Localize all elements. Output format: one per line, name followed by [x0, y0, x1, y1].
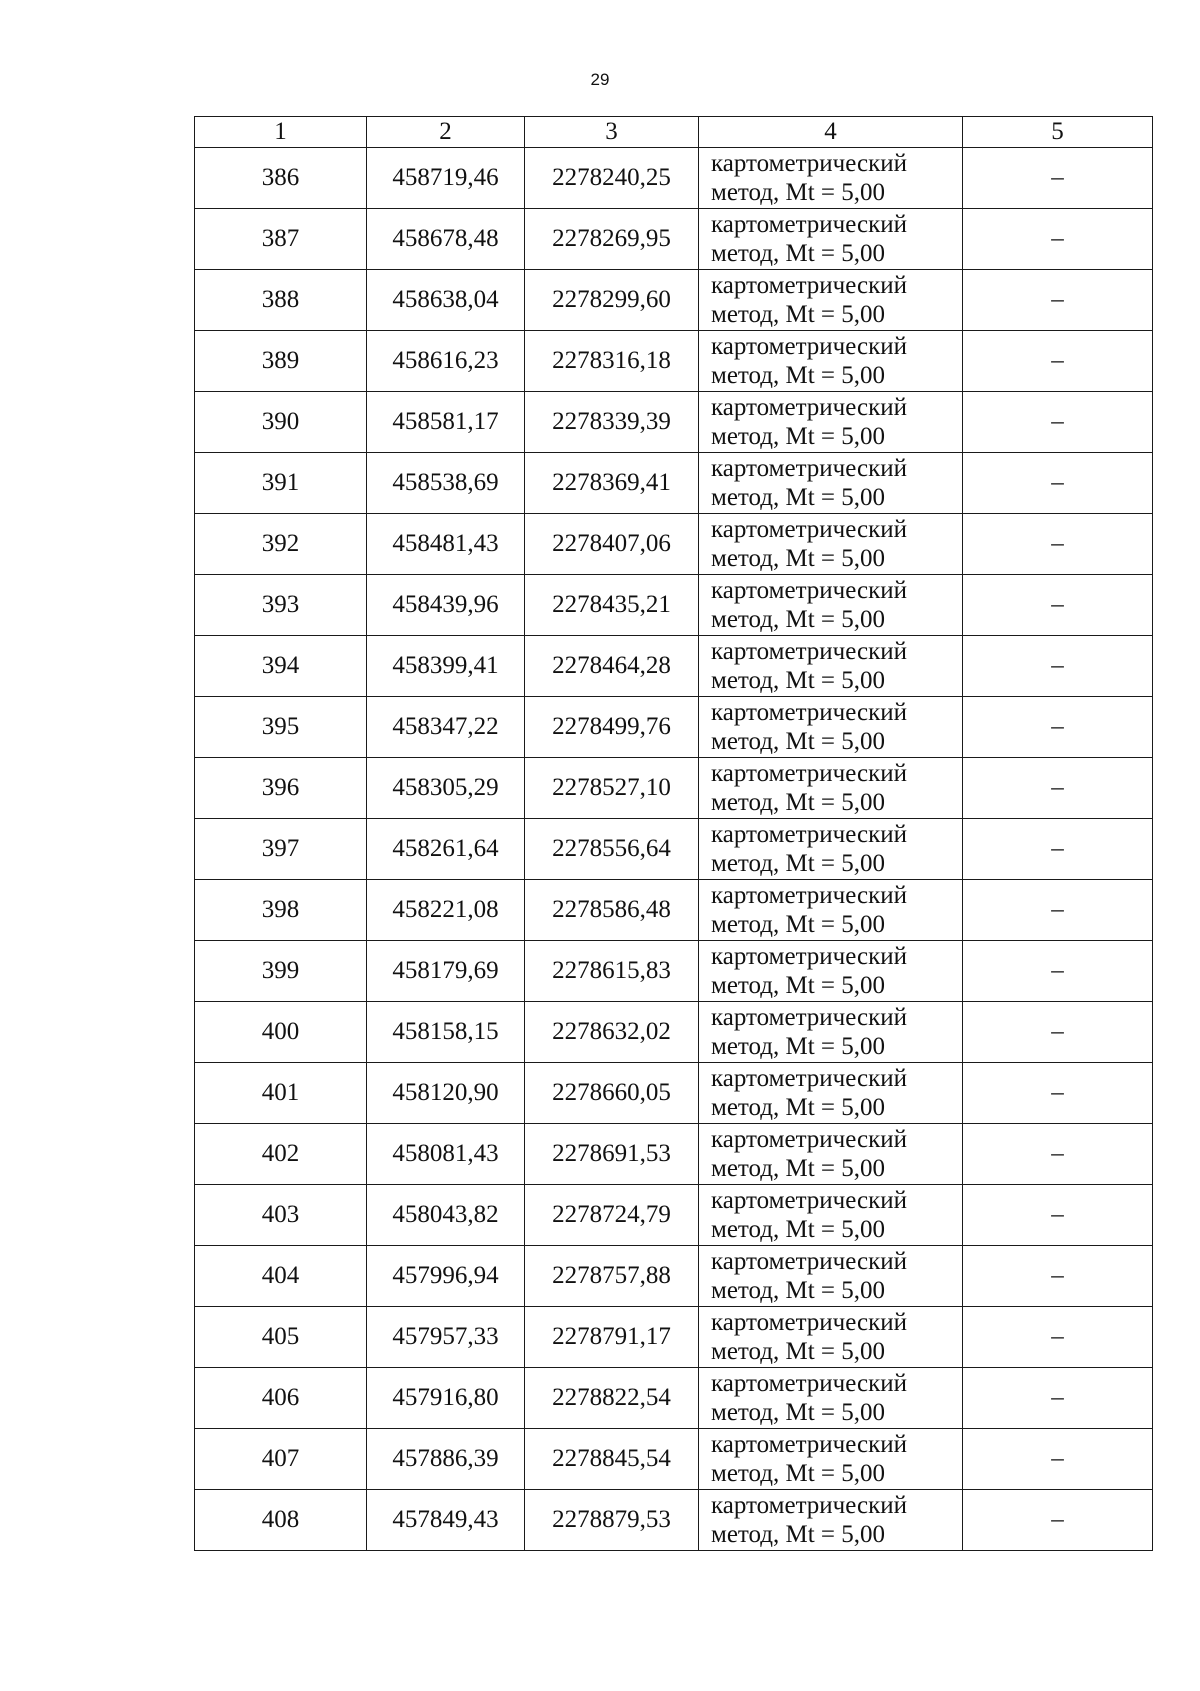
table-row — [195, 514, 1153, 575]
y-coordinate-cell: 2278527,10 — [525, 758, 699, 819]
note-cell: – — [963, 697, 1153, 758]
method-line-1: картометрический — [711, 1431, 907, 1458]
x-coordinate-cell: 457916,80 — [367, 1368, 525, 1429]
table-row — [195, 819, 1153, 880]
note-cell: – — [963, 453, 1153, 514]
method-line-2: метод, Mt = 5,00 — [711, 179, 886, 206]
method-line-2: метод, Mt = 5,00 — [711, 1033, 886, 1060]
y-coordinate-cell: 2278499,76 — [525, 697, 699, 758]
y-coordinate-cell: 2278586,48 — [525, 880, 699, 941]
x-coordinate-cell: 457886,39 — [367, 1429, 525, 1490]
table-row — [195, 1063, 1153, 1124]
x-coordinate-cell: 458081,43 — [367, 1124, 525, 1185]
table-row — [195, 1185, 1153, 1246]
point-number-cell: 392 — [195, 514, 367, 575]
x-coordinate-cell: 458481,43 — [367, 514, 525, 575]
table-row — [195, 331, 1153, 392]
method-line-2: метод, Mt = 5,00 — [711, 1460, 886, 1487]
y-coordinate-cell: 2278724,79 — [525, 1185, 699, 1246]
method-cell — [699, 1307, 963, 1368]
table-row — [195, 1002, 1153, 1063]
x-coordinate-cell: 458158,15 — [367, 1002, 525, 1063]
note-cell: – — [963, 1124, 1153, 1185]
table-row — [195, 880, 1153, 941]
method-line-2: метод, Mt = 5,00 — [711, 1277, 886, 1304]
method-cell — [699, 514, 963, 575]
point-number-cell: 400 — [195, 1002, 367, 1063]
method-line-2: метод, Mt = 5,00 — [711, 850, 886, 877]
method-cell — [699, 758, 963, 819]
x-coordinate-cell: 458305,29 — [367, 758, 525, 819]
table-row — [195, 453, 1153, 514]
y-coordinate-cell: 2278299,60 — [525, 270, 699, 331]
note-cell: – — [963, 514, 1153, 575]
method-line-1: картометрический — [711, 638, 907, 665]
table-row — [195, 270, 1153, 331]
table-row — [195, 1429, 1153, 1490]
method-line-1: картометрический — [711, 333, 907, 360]
method-line-1: картометрический — [711, 1126, 907, 1153]
note-cell: – — [963, 1490, 1153, 1551]
note-cell: – — [963, 148, 1153, 209]
note-cell: – — [963, 270, 1153, 331]
table-row — [195, 1490, 1153, 1551]
method-line-1: картометрический — [711, 1248, 907, 1275]
method-cell — [699, 1185, 963, 1246]
y-coordinate-cell: 2278407,06 — [525, 514, 699, 575]
table-row — [195, 1124, 1153, 1185]
x-coordinate-cell: 458719,46 — [367, 148, 525, 209]
table-row — [195, 392, 1153, 453]
point-number-cell: 405 — [195, 1307, 367, 1368]
point-number-cell: 399 — [195, 941, 367, 1002]
y-coordinate-cell: 2278435,21 — [525, 575, 699, 636]
note-cell: – — [963, 758, 1153, 819]
note-cell: – — [963, 819, 1153, 880]
x-coordinate-cell: 458347,22 — [367, 697, 525, 758]
method-cell — [699, 1124, 963, 1185]
point-number-cell: 403 — [195, 1185, 367, 1246]
note-cell: – — [963, 209, 1153, 270]
note-cell: – — [963, 1246, 1153, 1307]
method-line-1: картометрический — [711, 943, 907, 970]
note-cell: – — [963, 575, 1153, 636]
x-coordinate-cell: 457996,94 — [367, 1246, 525, 1307]
note-cell: – — [963, 1307, 1153, 1368]
method-line-1: картометрический — [711, 272, 907, 299]
x-coordinate-cell: 458678,48 — [367, 209, 525, 270]
table-row — [195, 1307, 1153, 1368]
method-line-2: метод, Mt = 5,00 — [711, 1521, 886, 1548]
method-line-1: картометрический — [711, 150, 907, 177]
method-line-2: метод, Mt = 5,00 — [711, 545, 886, 572]
x-coordinate-cell: 458581,17 — [367, 392, 525, 453]
method-line-2: метод, Mt = 5,00 — [711, 1216, 886, 1243]
method-line-1: картометрический — [711, 1492, 907, 1519]
table-row — [195, 636, 1153, 697]
method-cell — [699, 148, 963, 209]
point-number-cell: 388 — [195, 270, 367, 331]
method-cell — [699, 209, 963, 270]
x-coordinate-cell: 458221,08 — [367, 880, 525, 941]
method-line-1: картометрический — [711, 516, 907, 543]
table-row — [195, 1368, 1153, 1429]
method-cell — [699, 880, 963, 941]
point-number-cell: 394 — [195, 636, 367, 697]
method-cell — [699, 1490, 963, 1551]
note-cell: – — [963, 331, 1153, 392]
note-cell: – — [963, 880, 1153, 941]
point-number-cell: 397 — [195, 819, 367, 880]
point-number-cell: 393 — [195, 575, 367, 636]
method-cell — [699, 331, 963, 392]
method-cell — [699, 636, 963, 697]
table-row — [195, 697, 1153, 758]
point-number-cell: 389 — [195, 331, 367, 392]
method-line-1: картометрический — [711, 699, 907, 726]
note-cell: – — [963, 636, 1153, 697]
point-number-cell: 402 — [195, 1124, 367, 1185]
method-line-1: картометрический — [711, 211, 907, 238]
header-col-1: 1 — [195, 117, 367, 148]
method-line-1: картометрический — [711, 1065, 907, 1092]
method-cell — [699, 1063, 963, 1124]
method-line-1: картометрический — [711, 394, 907, 421]
point-number-cell: 406 — [195, 1368, 367, 1429]
table-row — [195, 1246, 1153, 1307]
table-row — [195, 575, 1153, 636]
method-line-1: картометрический — [711, 1370, 907, 1397]
y-coordinate-cell: 2278632,02 — [525, 1002, 699, 1063]
x-coordinate-cell: 458179,69 — [367, 941, 525, 1002]
method-line-2: метод, Mt = 5,00 — [711, 667, 886, 694]
method-cell — [699, 1246, 963, 1307]
method-line-1: картометрический — [711, 760, 907, 787]
y-coordinate-cell: 2278316,18 — [525, 331, 699, 392]
point-number-cell: 391 — [195, 453, 367, 514]
method-line-1: картометрический — [711, 577, 907, 604]
note-cell: – — [963, 392, 1153, 453]
x-coordinate-cell: 458043,82 — [367, 1185, 525, 1246]
method-line-1: картометрический — [711, 1004, 907, 1031]
x-coordinate-cell: 458638,04 — [367, 270, 525, 331]
page-number: 29 — [590, 70, 610, 89]
method-line-2: метод, Mt = 5,00 — [711, 1094, 886, 1121]
y-coordinate-cell: 2278556,64 — [525, 819, 699, 880]
method-line-2: метод, Mt = 5,00 — [711, 301, 886, 328]
method-cell — [699, 941, 963, 1002]
table-row — [195, 209, 1153, 270]
y-coordinate-cell: 2278791,17 — [525, 1307, 699, 1368]
header-col-2: 2 — [367, 117, 525, 148]
point-number-cell: 404 — [195, 1246, 367, 1307]
method-line-2: метод, Mt = 5,00 — [711, 362, 886, 389]
point-number-cell: 407 — [195, 1429, 367, 1490]
y-coordinate-cell: 2278464,28 — [525, 636, 699, 697]
y-coordinate-cell: 2278269,95 — [525, 209, 699, 270]
method-line-1: картометрический — [711, 821, 907, 848]
point-number-cell: 395 — [195, 697, 367, 758]
method-line-2: метод, Mt = 5,00 — [711, 911, 886, 938]
method-line-1: картометрический — [711, 1187, 907, 1214]
method-cell — [699, 1002, 963, 1063]
y-coordinate-cell: 2278660,05 — [525, 1063, 699, 1124]
method-line-1: картометрический — [711, 1309, 907, 1336]
header-row — [195, 117, 1153, 148]
y-coordinate-cell: 2278845,54 — [525, 1429, 699, 1490]
method-line-1: картометрический — [711, 882, 907, 909]
method-cell — [699, 453, 963, 514]
table-body — [195, 148, 1153, 1551]
y-coordinate-cell: 2278691,53 — [525, 1124, 699, 1185]
x-coordinate-cell: 458439,96 — [367, 575, 525, 636]
x-coordinate-cell: 458538,69 — [367, 453, 525, 514]
x-coordinate-cell: 458261,64 — [367, 819, 525, 880]
method-line-2: метод, Mt = 5,00 — [711, 728, 886, 755]
method-line-2: метод, Mt = 5,00 — [711, 1338, 886, 1365]
point-number-cell: 408 — [195, 1490, 367, 1551]
table-header — [195, 117, 1153, 148]
table-row — [195, 941, 1153, 1002]
point-number-cell: 396 — [195, 758, 367, 819]
header-col-4: 4 — [699, 117, 963, 148]
x-coordinate-cell: 458120,90 — [367, 1063, 525, 1124]
method-line-2: метод, Mt = 5,00 — [711, 972, 886, 999]
x-coordinate-cell: 458616,23 — [367, 331, 525, 392]
note-cell: – — [963, 1185, 1153, 1246]
method-line-2: метод, Mt = 5,00 — [711, 484, 886, 511]
point-number-cell: 390 — [195, 392, 367, 453]
header-col-3: 3 — [525, 117, 699, 148]
table-row — [195, 148, 1153, 209]
note-cell: – — [963, 1368, 1153, 1429]
x-coordinate-cell: 458399,41 — [367, 636, 525, 697]
y-coordinate-cell: 2278757,88 — [525, 1246, 699, 1307]
method-cell — [699, 819, 963, 880]
point-number-cell: 401 — [195, 1063, 367, 1124]
note-cell: – — [963, 941, 1153, 1002]
y-coordinate-cell: 2278369,41 — [525, 453, 699, 514]
table-row — [195, 758, 1153, 819]
y-coordinate-cell: 2278822,54 — [525, 1368, 699, 1429]
note-cell: – — [963, 1002, 1153, 1063]
y-coordinate-cell: 2278339,39 — [525, 392, 699, 453]
method-line-2: метод, Mt = 5,00 — [711, 240, 886, 267]
method-line-2: метод, Mt = 5,00 — [711, 1399, 886, 1426]
method-cell — [699, 270, 963, 331]
y-coordinate-cell: 2278615,83 — [525, 941, 699, 1002]
y-coordinate-cell: 2278240,25 — [525, 148, 699, 209]
method-line-2: метод, Mt = 5,00 — [711, 789, 886, 816]
method-cell — [699, 1368, 963, 1429]
method-line-2: метод, Mt = 5,00 — [711, 1155, 886, 1182]
point-number-cell: 398 — [195, 880, 367, 941]
method-cell — [699, 697, 963, 758]
point-number-cell: 387 — [195, 209, 367, 270]
method-line-2: метод, Mt = 5,00 — [711, 606, 886, 633]
method-cell — [699, 575, 963, 636]
x-coordinate-cell: 457957,33 — [367, 1307, 525, 1368]
method-cell — [699, 1429, 963, 1490]
note-cell: – — [963, 1429, 1153, 1490]
y-coordinate-cell: 2278879,53 — [525, 1490, 699, 1551]
header-col-5: 5 — [963, 117, 1153, 148]
note-cell: – — [963, 1063, 1153, 1124]
x-coordinate-cell: 457849,43 — [367, 1490, 525, 1551]
coordinates-table — [194, 116, 1153, 1551]
method-cell — [699, 392, 963, 453]
point-number-cell: 386 — [195, 148, 367, 209]
method-line-1: картометрический — [711, 455, 907, 482]
method-line-2: метод, Mt = 5,00 — [711, 423, 886, 450]
